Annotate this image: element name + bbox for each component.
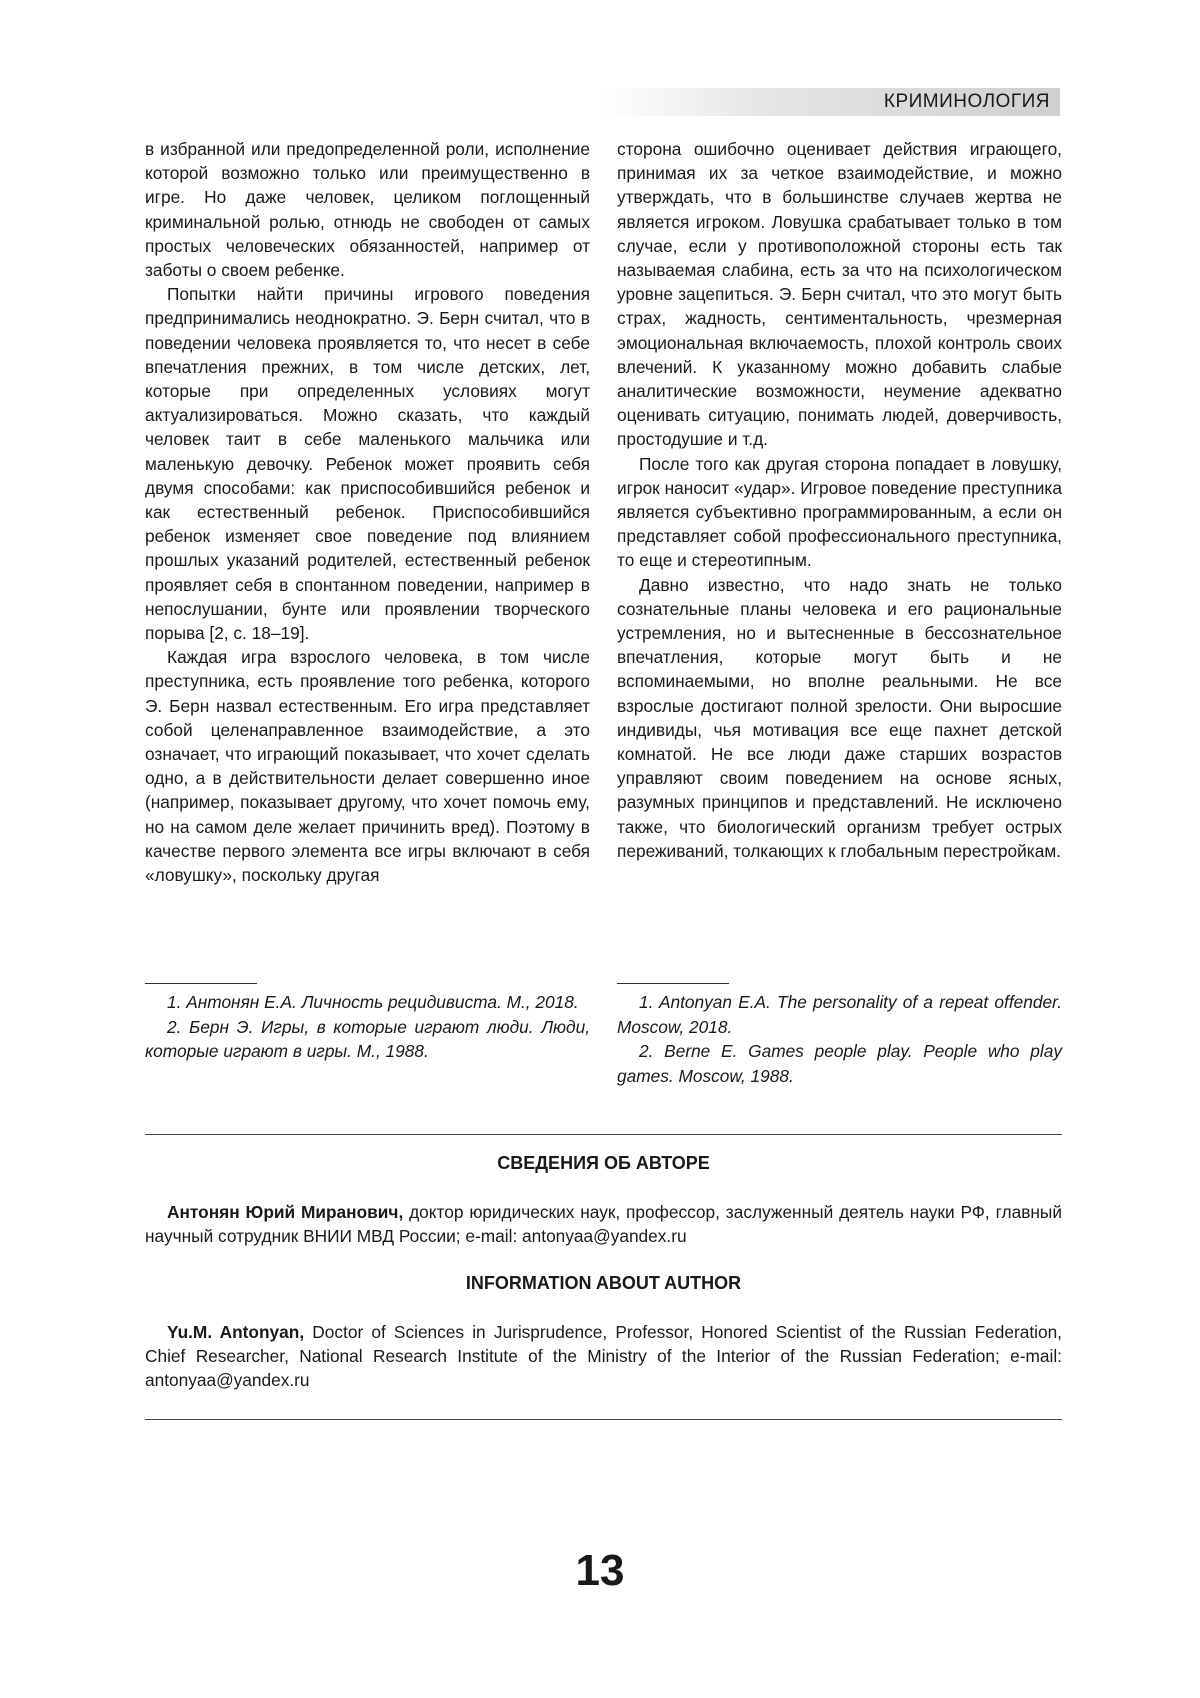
author-details-en: Doctor of Sciences in Jurisprudence, Professor, Honored Scientist of the Russian Federation, Chief Researcher, National Research Institute of the Ministry of the Interior of the Russian Federation; e-mail: antonyaa@yandex.ru: [145, 1322, 1062, 1391]
paragraph: в избранной или предопределенной роли, исполнение которой возможно только или преимущественно в игре. Но даже человек, целиком поглощенный криминальной ролью, отнюдь не свободен от самых простых человеческих обязанностей, например от заботы о своем ребенке.: [145, 139, 590, 281]
author-details-ru: доктор юридических наук, профессор, заслуженный деятель науки РФ, главный научный сотрудник ВНИИ МВД России; e-mail: antonyaa@yandex.ru: [145, 1202, 1062, 1247]
footnote: 2. Берн Э. Игры, в которые играют люди. Люди, которые играют в игры. М., 1988.: [145, 1016, 590, 1061]
author-heading-ru: СВЕДЕНИЯ ОБ АВТОРЕ: [497, 1153, 710, 1173]
footnotes-english: [617, 983, 1062, 1088]
footnote: 1. Antonyan E.A. The personality of a repeat offender. Moscow, 2018.: [617, 992, 1062, 1037]
paragraph: Каждая игра взрослого человека, в том числе преступника, есть проявление того ребенка, которого Э. Берн назвал естественным. Его игра представляет собой целенаправленное взаимодействие, а это означает, что играющий показывает, что хочет сделать одно, а в действительности делает совершенно иное (например, показывает другому, что хочет помочь ему, но на самом деле желает причинить вред). Поэтому в качестве первого элемента все игры включают в себя «ловушку», поскольку другая: [145, 647, 590, 886]
footnote-rule: [617, 983, 729, 984]
author-name-en: Yu.M. Antonyan,: [167, 1322, 305, 1342]
body-column-left: [145, 137, 590, 887]
paragraph: Попытки найти причины игрового поведения предпринимались неоднократно. Э. Берн считал, что в поведении человека проявляется то, что несет в себе впечатления прежних, в том числе детских, лет, которые при определенных условиях могут актуализироваться. Можно сказать, что каждый человек таит в себе маленького мальчика или маленькую девочку. Ребенок может проявить себя двумя способами: как приспособившийся ребенок и как естественный ребенок. Приспособившийся ребенок изменяет свое поведение под влиянием прошлых указаний родителей, естественный ребенок проявляет себя в спонтанном поведении, например в непослушании, бунте или проявлении творческого порыва [2, с. 18–19].: [145, 284, 590, 644]
divider-bottom: [145, 1419, 1062, 1420]
paragraph: После того как другая сторона попадает в ловушку, игрок наносит «удар». Игровое поведение преступника является субъективно программированным, а если он представляет собой профессионального преступника, то еще и стереотипным.: [617, 453, 1062, 571]
footnote: 1. Антонян Е.А. Личность рецидивиста. М., 2018.: [167, 992, 579, 1012]
author-info-en: [145, 1320, 1062, 1393]
body-column-right: [617, 137, 1062, 863]
paragraph: сторона ошибочно оценивает действия играющего, принимая их за четкое взаимодействие, и можно утверждать, что в большинстве случаев жертва не является игроком. Ловушка срабатывает только в том случае, если у противоположной стороны есть так называемая слабина, есть за что на психологическом уровне зацепиться. Э. Берн считал, что это могут быть страх, жадность, сентиментальность, чрезмерная эмоциональная включаемость, плохой контроль своих влечений. К указанному можно добавить слабые аналитические возможности, неумение адекватно оценивать ситуацию, понимать людей, доверчивость, простодушие и т.д.: [617, 139, 1062, 450]
author-info-ru: [145, 1200, 1062, 1248]
divider-top: [145, 1134, 1062, 1135]
footnote: 2. Berne E. Games people play. People who play games. Moscow, 1988.: [617, 1041, 1062, 1086]
section-title-header: КРИМИНОЛОГИЯ: [883, 91, 1050, 112]
paragraph: Давно известно, что надо знать не только сознательные планы человека и его рациональные устремления, но и вытесненные в бессознательное впечатления, которые могут быть и не вспоминаемыми, но вполне реальными. Не все взрослые достигают полной зрелости. Они выросшие индивиды, чья мотивация все еще пахнет детской комнатой. Не все люди даже старших возрастов управляют своим поведением на основе ясных, разумных принципов и представлений. Не исключено также, что биологический организм требует острых переживаний, толкающих к глобальным перестройкам.: [617, 574, 1062, 861]
footnote-rule: [145, 983, 257, 984]
author-heading-en: INFORMATION ABOUT AUTHOR: [465, 1273, 742, 1293]
page-number: 13: [575, 1546, 625, 1595]
footnotes-russian: [145, 983, 590, 1064]
running-header: [600, 88, 1060, 116]
author-name-ru: Антонян Юрий Миранович,: [167, 1202, 404, 1222]
